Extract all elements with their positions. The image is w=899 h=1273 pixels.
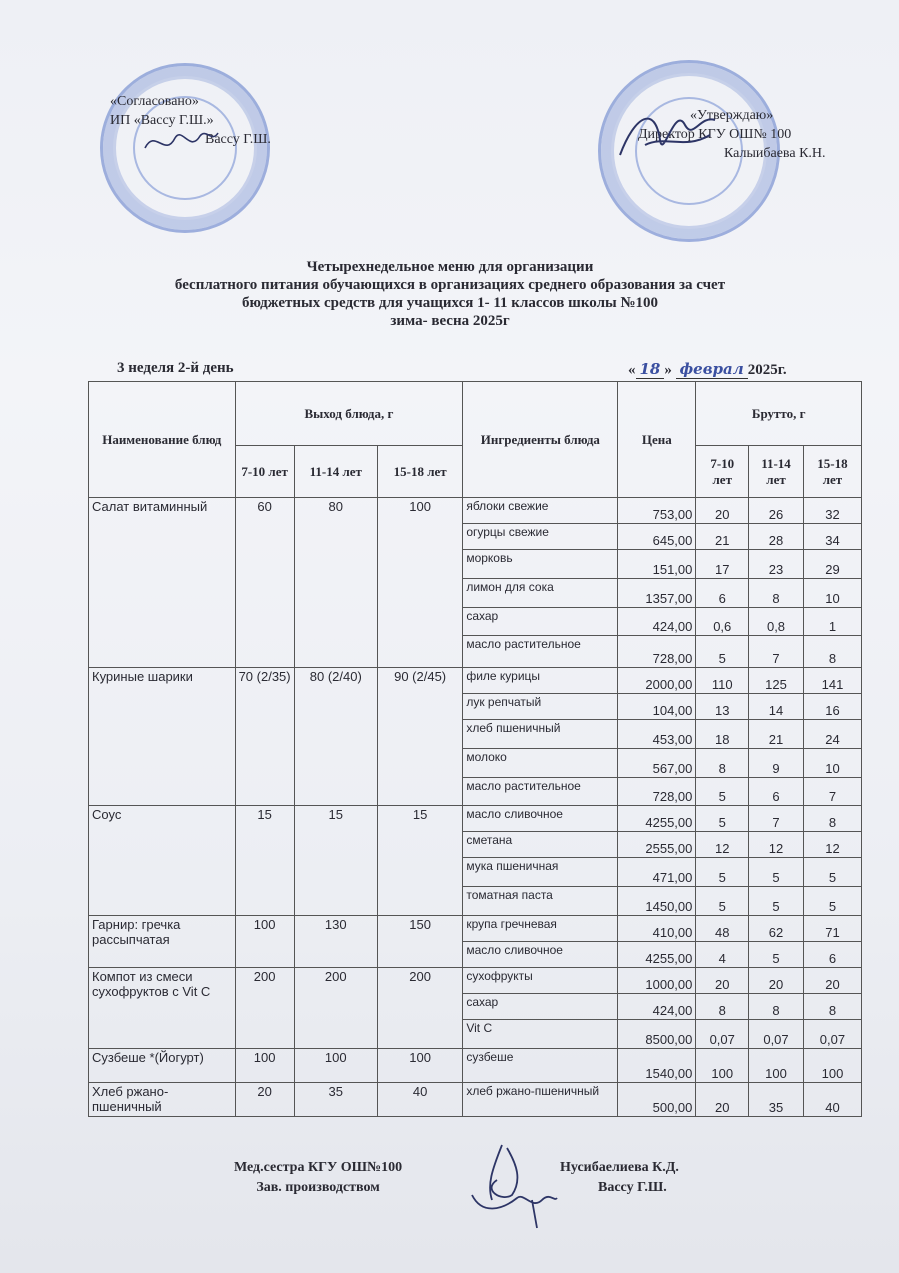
signature-nurse-title: Мед.сестра КГУ ОШ№100 bbox=[234, 1160, 403, 1175]
gross-age2: 7 bbox=[749, 806, 804, 832]
table-row bbox=[89, 498, 862, 524]
gross-age1: 18 bbox=[696, 720, 749, 749]
date-month: феврал bbox=[676, 360, 748, 379]
gross-age1: 0,07 bbox=[696, 1020, 749, 1049]
ingredient-price: 4255,00 bbox=[618, 942, 696, 968]
ingredient-name: хлеб пшеничный bbox=[463, 720, 618, 749]
gross-age2: 9 bbox=[749, 749, 804, 778]
header-output: Выход блюда, г bbox=[235, 382, 463, 446]
gross-age1: 12 bbox=[696, 832, 749, 858]
signature-left-block bbox=[234, 1158, 402, 1198]
dish-name: Куриные шарики bbox=[89, 668, 236, 806]
gross-age1: 48 bbox=[696, 916, 749, 942]
ingredient-name: огурцы свежие bbox=[463, 524, 618, 550]
dish-output-age2: 80 (2/40) bbox=[294, 668, 377, 806]
gross-age1: 20 bbox=[696, 1083, 749, 1117]
approval-right-line3: Калыибаева К.Н. bbox=[724, 146, 826, 161]
ingredient-name: филе курицы bbox=[463, 668, 618, 694]
ingredient-name: мука пшеничная bbox=[463, 858, 618, 887]
dish-name: Сузбеше *(Йогурт) bbox=[89, 1049, 236, 1083]
gross-age3: 40 bbox=[803, 1083, 861, 1117]
ingredient-price: 471,00 bbox=[618, 858, 696, 887]
ingredient-price: 151,00 bbox=[618, 550, 696, 579]
signature-production-title: Зав. производством bbox=[256, 1180, 380, 1195]
gross-age2: 5 bbox=[749, 858, 804, 887]
dish-output-age3: 200 bbox=[377, 968, 462, 1049]
gross-age3: 7 bbox=[803, 778, 861, 806]
page-title bbox=[80, 258, 820, 330]
gross-age1: 20 bbox=[696, 968, 749, 994]
ingredient-price: 1450,00 bbox=[618, 887, 696, 916]
gross-age3: 6 bbox=[803, 942, 861, 968]
date-suffix: 2025г. bbox=[747, 362, 787, 378]
header-out-age3: 15-18 лет bbox=[377, 446, 462, 498]
gross-age3: 0,07 bbox=[803, 1020, 861, 1049]
ingredient-price: 728,00 bbox=[618, 636, 696, 668]
gross-age1: 5 bbox=[696, 858, 749, 887]
ingredient-price: 410,00 bbox=[618, 916, 696, 942]
dish-output-age2: 15 bbox=[294, 806, 377, 916]
gross-age2: 35 bbox=[749, 1083, 804, 1117]
ingredient-name: Vit C bbox=[463, 1020, 618, 1049]
gross-age1: 5 bbox=[696, 636, 749, 668]
gross-age1: 110 bbox=[696, 668, 749, 694]
ingredient-name: лимон для сока bbox=[463, 579, 618, 608]
dish-output-age1: 15 bbox=[235, 806, 294, 916]
header-dish: Наименование блюд bbox=[89, 382, 236, 498]
gross-age1: 6 bbox=[696, 579, 749, 608]
ingredient-name: масло сливочное bbox=[463, 942, 618, 968]
approval-right-line1: «Утверждаю» bbox=[690, 108, 774, 123]
dish-output-age1: 70 (2/35) bbox=[235, 668, 294, 806]
table-row bbox=[89, 806, 862, 832]
gross-age2: 8 bbox=[749, 994, 804, 1020]
gross-age3: 10 bbox=[803, 749, 861, 778]
gross-age2: 7 bbox=[749, 636, 804, 668]
signature-scribble-director bbox=[615, 95, 725, 175]
gross-age1: 5 bbox=[696, 887, 749, 916]
ingredient-price: 500,00 bbox=[618, 1083, 696, 1117]
ingredient-name: сухофрукты bbox=[463, 968, 618, 994]
gross-age2: 0,8 bbox=[749, 608, 804, 636]
gross-age3: 16 bbox=[803, 694, 861, 720]
ingredient-name: крупа гречневая bbox=[463, 916, 618, 942]
gross-age1: 0,6 bbox=[696, 608, 749, 636]
ingredient-name: хлеб ржано-пшеничный bbox=[463, 1083, 618, 1117]
ingredient-price: 645,00 bbox=[618, 524, 696, 550]
gross-age2: 100 bbox=[749, 1049, 804, 1083]
dish-output-age2: 100 bbox=[294, 1049, 377, 1083]
gross-age2: 28 bbox=[749, 524, 804, 550]
gross-age1: 100 bbox=[696, 1049, 749, 1083]
title-line3: бюджетных средств для учащихся 1- 11 классов школы №100 bbox=[241, 295, 659, 311]
dish-output-age3: 40 bbox=[377, 1083, 462, 1117]
ingredient-price: 424,00 bbox=[618, 608, 696, 636]
dish-name: Компот из смеси сухофруктов с Vit C bbox=[89, 968, 236, 1049]
gross-age1: 5 bbox=[696, 778, 749, 806]
dish-name: Салат витаминный bbox=[89, 498, 236, 668]
gross-age3: 5 bbox=[803, 887, 861, 916]
dish-output-age3: 100 bbox=[377, 498, 462, 668]
ingredient-name: сузбеше bbox=[463, 1049, 618, 1083]
header-price: Цена bbox=[618, 382, 696, 498]
gross-age2: 62 bbox=[749, 916, 804, 942]
gross-age3: 1 bbox=[803, 608, 861, 636]
ingredient-name: томатная паста bbox=[463, 887, 618, 916]
menu-table bbox=[88, 381, 862, 1117]
dish-output-age3: 150 bbox=[377, 916, 462, 968]
gross-age2: 26 bbox=[749, 498, 804, 524]
gross-age3: 12 bbox=[803, 832, 861, 858]
menu-date bbox=[628, 360, 787, 379]
gross-age1: 4 bbox=[696, 942, 749, 968]
ingredient-price: 567,00 bbox=[618, 749, 696, 778]
gross-age3: 34 bbox=[803, 524, 861, 550]
gross-age2: 5 bbox=[749, 942, 804, 968]
ingredient-price: 753,00 bbox=[618, 498, 696, 524]
gross-age3: 141 bbox=[803, 668, 861, 694]
gross-age2: 23 bbox=[749, 550, 804, 579]
table-row bbox=[89, 1049, 862, 1083]
gross-age1: 5 bbox=[696, 806, 749, 832]
gross-age1: 8 bbox=[696, 994, 749, 1020]
ingredient-name: молоко bbox=[463, 749, 618, 778]
gross-age3: 100 bbox=[803, 1049, 861, 1083]
gross-age2: 12 bbox=[749, 832, 804, 858]
table-row bbox=[89, 1083, 862, 1117]
ingredient-price: 424,00 bbox=[618, 994, 696, 1020]
dish-output-age1: 200 bbox=[235, 968, 294, 1049]
date-prefix: « bbox=[628, 362, 636, 378]
title-line2: бесплатного питания обучающихся в организациях среднего образования за счет bbox=[174, 277, 726, 293]
table-row bbox=[89, 968, 862, 994]
dish-output-age1: 100 bbox=[235, 916, 294, 968]
ingredient-name: морковь bbox=[463, 550, 618, 579]
ingredient-name: сахар bbox=[463, 994, 618, 1020]
date-mid: » bbox=[664, 362, 672, 378]
gross-age3: 10 bbox=[803, 579, 861, 608]
gross-age3: 20 bbox=[803, 968, 861, 994]
dish-output-age3: 100 bbox=[377, 1049, 462, 1083]
ingredient-price: 453,00 bbox=[618, 720, 696, 749]
dish-output-age2: 130 bbox=[294, 916, 377, 968]
signature-scribble-bottom bbox=[462, 1140, 562, 1230]
dish-output-age3: 90 (2/45) bbox=[377, 668, 462, 806]
header-out-age2: 11-14 лет bbox=[294, 446, 377, 498]
gross-age1: 21 bbox=[696, 524, 749, 550]
week-label: 3 неделя 2-й день bbox=[117, 360, 234, 376]
header-gross-age2: 11-14 лет bbox=[749, 446, 804, 498]
dish-name: Гарнир: гречка рассыпчатая bbox=[89, 916, 236, 968]
ingredient-price: 1540,00 bbox=[618, 1049, 696, 1083]
dish-output-age2: 35 bbox=[294, 1083, 377, 1117]
ingredient-price: 8500,00 bbox=[618, 1020, 696, 1049]
gross-age2: 0,07 bbox=[749, 1020, 804, 1049]
title-line1: Четырехнедельное меню для организации bbox=[306, 259, 594, 275]
dish-output-age1: 100 bbox=[235, 1049, 294, 1083]
gross-age1: 17 bbox=[696, 550, 749, 579]
approval-right-line2: Директор КГУ ОШ№ 100 bbox=[638, 127, 792, 142]
title-line4: зима- весна 2025г bbox=[390, 313, 510, 329]
header-gross: Брутто, г bbox=[696, 382, 862, 446]
gross-age3: 24 bbox=[803, 720, 861, 749]
dish-name: Хлеб ржано-пшеничный bbox=[89, 1083, 236, 1117]
dish-output-age1: 60 bbox=[235, 498, 294, 668]
gross-age2: 21 bbox=[749, 720, 804, 749]
ingredient-price: 1000,00 bbox=[618, 968, 696, 994]
gross-age2: 14 bbox=[749, 694, 804, 720]
gross-age3: 5 bbox=[803, 858, 861, 887]
header-gross-age3: 15-18 лет bbox=[803, 446, 861, 498]
dish-output-age3: 15 bbox=[377, 806, 462, 916]
gross-age2: 20 bbox=[749, 968, 804, 994]
gross-age2: 125 bbox=[749, 668, 804, 694]
dish-name: Соус bbox=[89, 806, 236, 916]
ingredient-price: 2000,00 bbox=[618, 668, 696, 694]
ingredient-name: масло сливочное bbox=[463, 806, 618, 832]
gross-age2: 6 bbox=[749, 778, 804, 806]
dish-output-age2: 200 bbox=[294, 968, 377, 1049]
signature-production-name: Вассу Г.Ш. bbox=[598, 1180, 667, 1195]
menu-table-body bbox=[89, 498, 862, 1117]
header-gross-age1: 7-10 лет bbox=[696, 446, 749, 498]
approval-left-line2: ИП «Вассу Г.Ш.» bbox=[110, 113, 214, 128]
ingredient-price: 104,00 bbox=[618, 694, 696, 720]
signature-scribble-left bbox=[140, 118, 220, 168]
header-ingredients: Ингредиенты блюда bbox=[463, 382, 618, 498]
ingredient-price: 2555,00 bbox=[618, 832, 696, 858]
gross-age1: 8 bbox=[696, 749, 749, 778]
header-out-age1: 7-10 лет bbox=[235, 446, 294, 498]
gross-age3: 29 bbox=[803, 550, 861, 579]
ingredient-price: 1357,00 bbox=[618, 579, 696, 608]
date-day: 18 bbox=[636, 360, 665, 379]
gross-age3: 71 bbox=[803, 916, 861, 942]
ingredient-name: яблоки свежие bbox=[463, 498, 618, 524]
signature-right-block bbox=[560, 1158, 679, 1198]
dish-output-age1: 20 bbox=[235, 1083, 294, 1117]
ingredient-name: лук репчатый bbox=[463, 694, 618, 720]
gross-age3: 8 bbox=[803, 994, 861, 1020]
gross-age1: 20 bbox=[696, 498, 749, 524]
ingredient-name: масло растительное bbox=[463, 636, 618, 668]
gross-age3: 8 bbox=[803, 806, 861, 832]
dish-output-age2: 80 bbox=[294, 498, 377, 668]
gross-age2: 8 bbox=[749, 579, 804, 608]
ingredient-price: 4255,00 bbox=[618, 806, 696, 832]
table-row bbox=[89, 916, 862, 942]
gross-age1: 13 bbox=[696, 694, 749, 720]
ingredient-price: 728,00 bbox=[618, 778, 696, 806]
ingredient-name: масло растительное bbox=[463, 778, 618, 806]
approval-left-line1: «Согласовано» bbox=[110, 94, 199, 109]
ingredient-name: сметана bbox=[463, 832, 618, 858]
gross-age2: 5 bbox=[749, 887, 804, 916]
ingredient-name: сахар bbox=[463, 608, 618, 636]
approval-left-line3: Вассу Г.Ш. bbox=[205, 132, 271, 147]
gross-age3: 8 bbox=[803, 636, 861, 668]
gross-age3: 32 bbox=[803, 498, 861, 524]
signature-nurse-name: Нусибаелиева К.Д. bbox=[560, 1160, 679, 1175]
table-row bbox=[89, 668, 862, 694]
